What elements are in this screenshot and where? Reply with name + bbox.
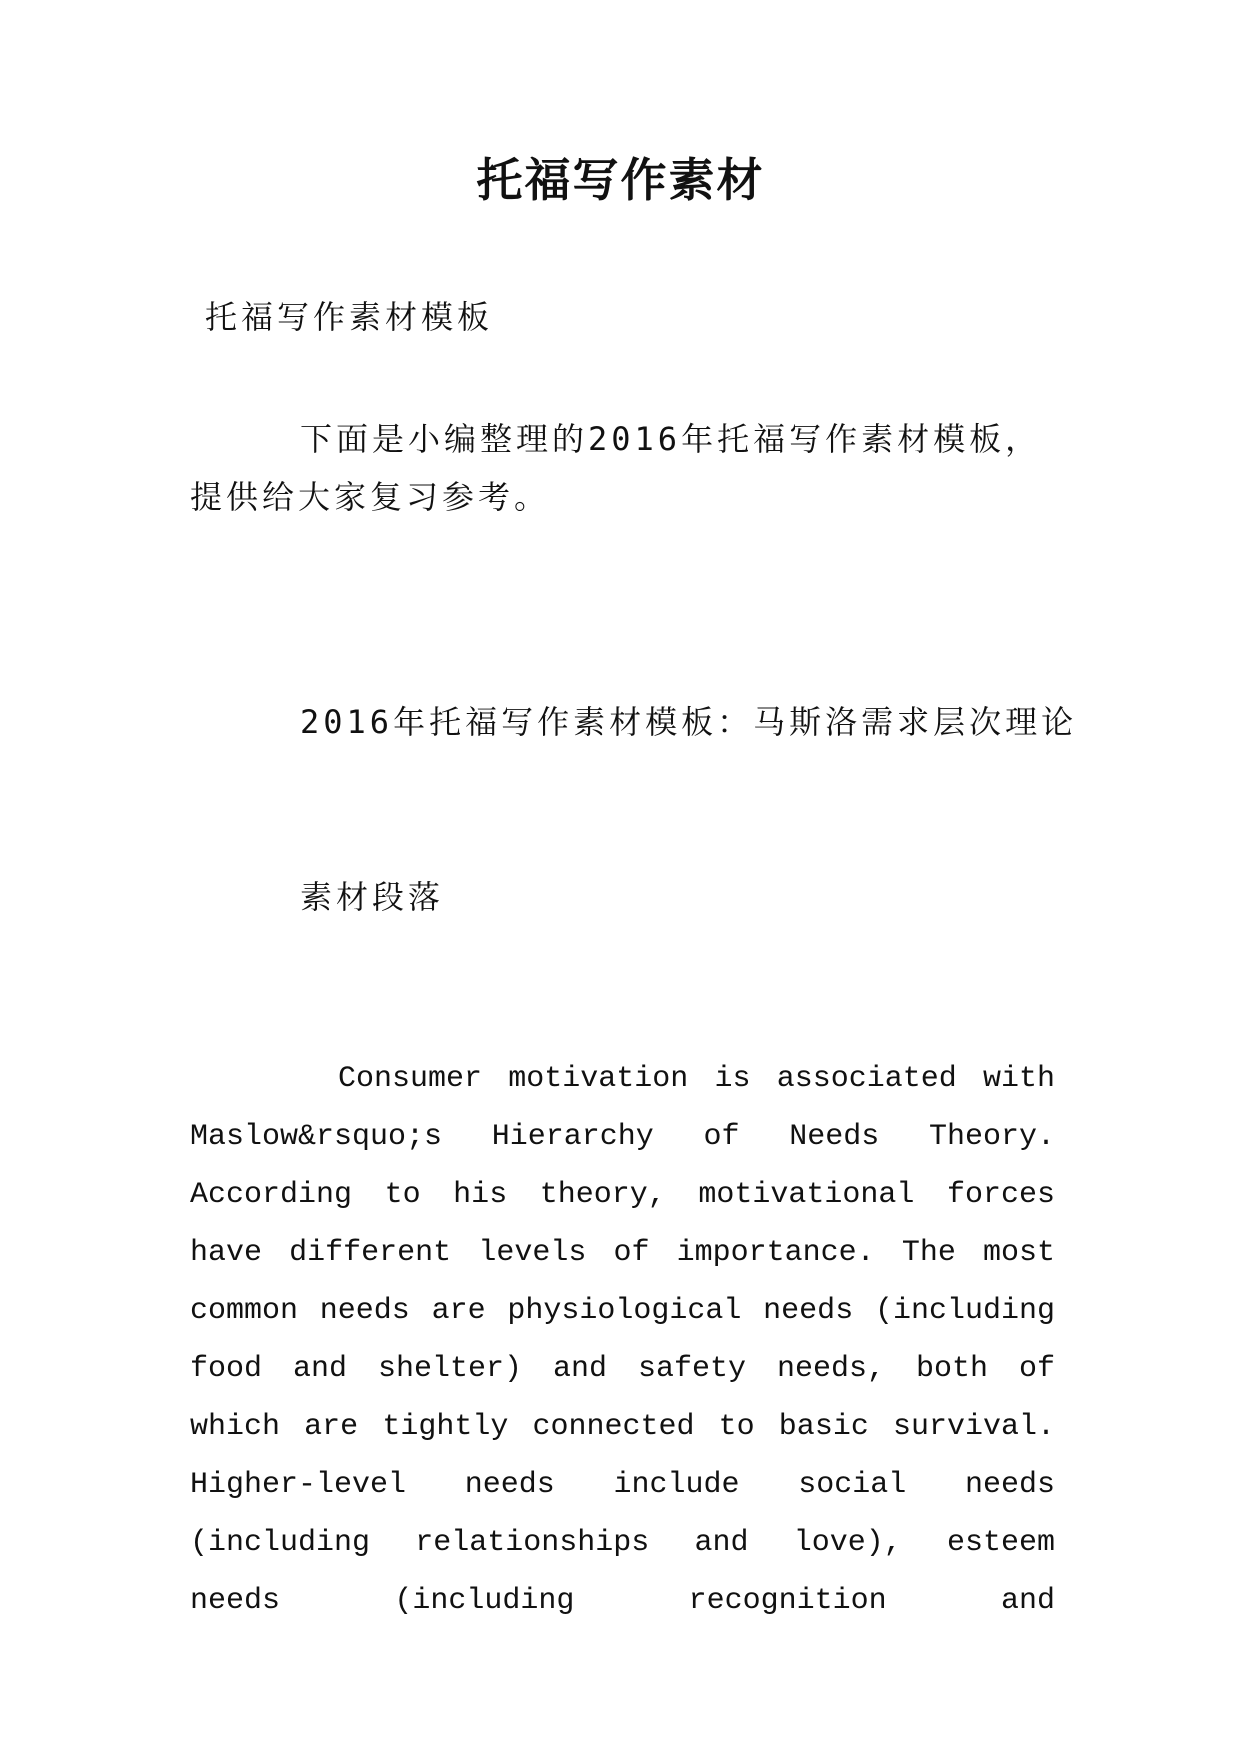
body-paragraph: Consumer motivation is associated with Maslow&rsquo;s Hierarchy of Needs Theory. According to his theory, motivational forces have different levels of importance. The most common needs are physiological needs (including food and shelter) and safety needs, both of which are tightly connected to basic survival. Higher-level needs include social needs (including relationships and love), esteem needs (including recognition and xyxy=(190,1062,1055,1618)
paragraph-label: 素材段落 xyxy=(300,878,445,916)
document-subtitle: 托福写作素材模板 xyxy=(205,298,494,336)
section-heading: 2016年托福写作素材模板：马斯洛需求层次理论 xyxy=(300,703,1078,741)
document-title: 托福写作素材 xyxy=(476,153,765,207)
intro-paragraph: 下面是小编整理的2016年托福写作素材模板，提供给大家复习参考。 xyxy=(190,420,1042,516)
